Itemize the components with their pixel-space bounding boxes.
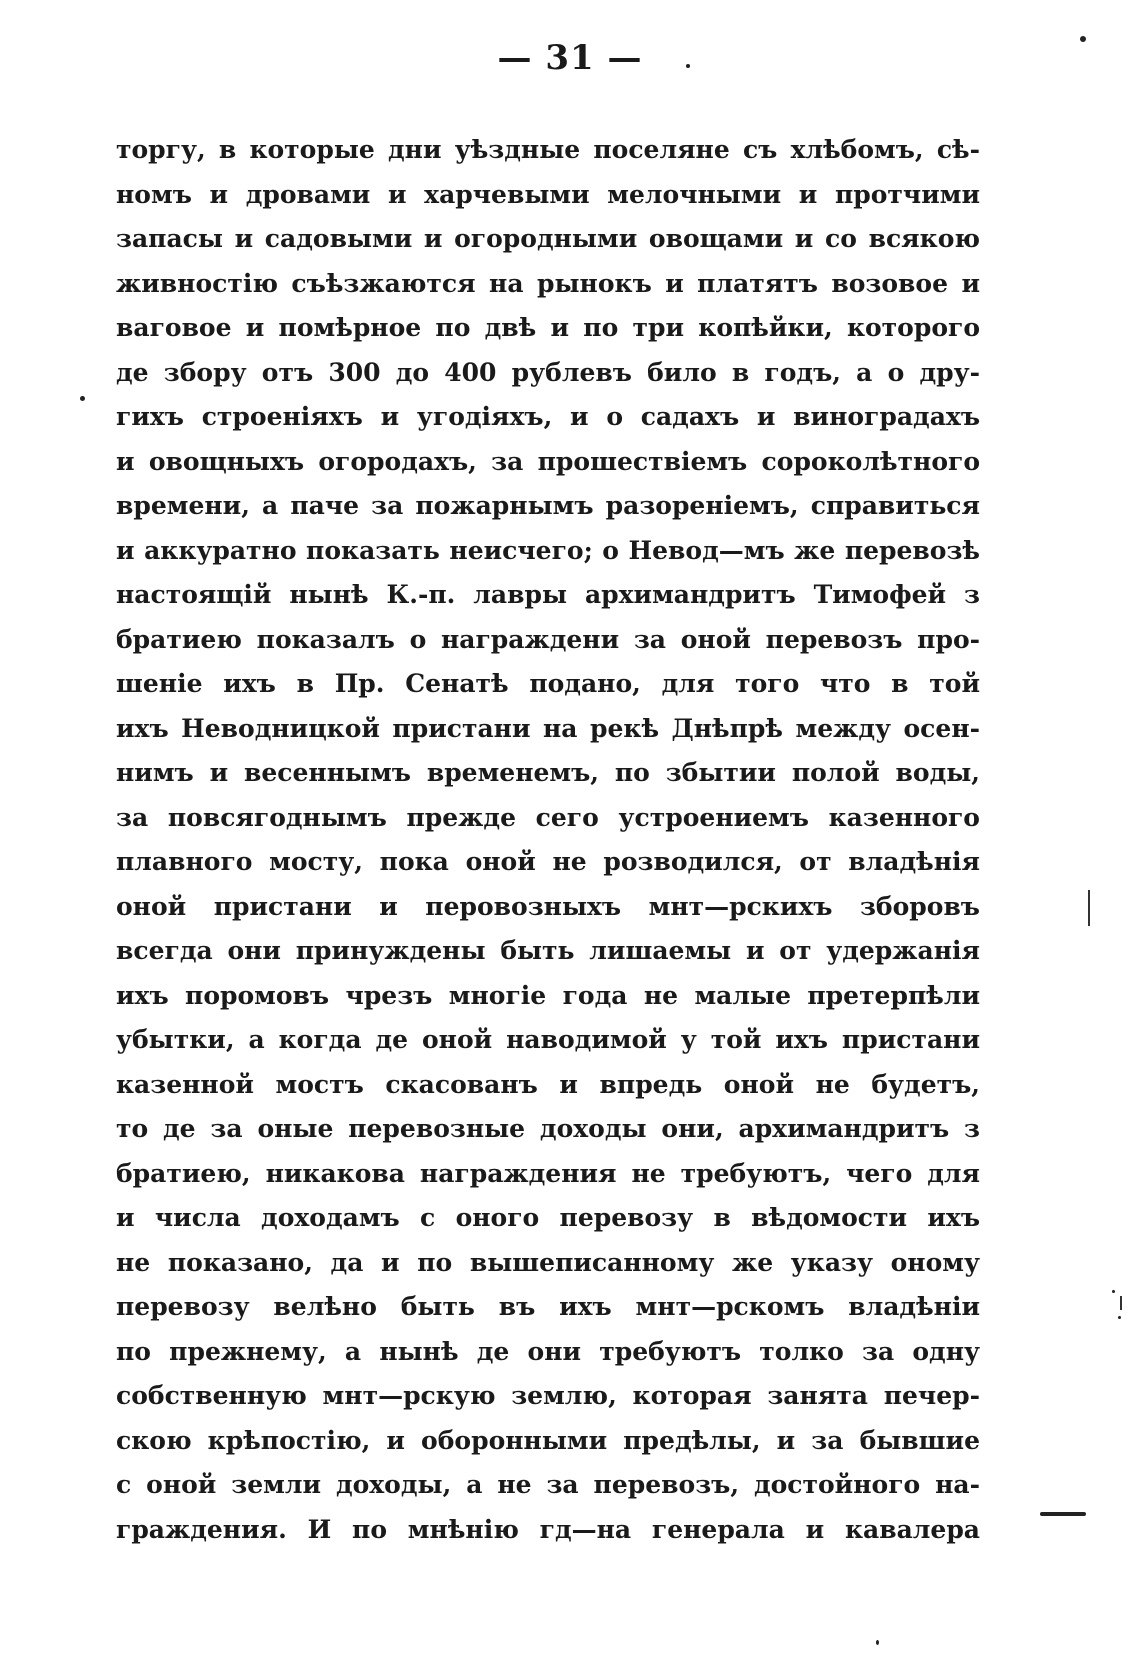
text-line: настоящій нынѣ К.-п. лавры архимандритъ Тимофей з: [116, 580, 980, 609]
scan-dash-mark: [1040, 1512, 1086, 1516]
text-line: времени, а паче за пожарнымъ разореніемъ, справиться: [116, 491, 980, 520]
text-line: собственную мнт—рскую землю, которая занята печер-: [116, 1381, 980, 1410]
text-line: торгу, в которые дни уѣздные поселяне съ хлѣбомъ, сѣ-: [116, 135, 980, 164]
text-line: ихъ Неводницкой пристани на рекѣ Днѣпрѣ между осен-: [116, 713, 980, 743]
scan-speck: [80, 396, 85, 401]
text-line: граждения. И по мнѣнію гд—на генерала и кавалера: [116, 1514, 980, 1544]
scan-speck: [876, 1640, 879, 1645]
text-line: скою крѣпостію, и оборонными предѣлы, и за бывшие: [116, 1425, 980, 1455]
text-line: казенной мостъ скасованъ и впредь оной не будетъ,: [116, 1069, 980, 1099]
text-line: и числа доходамъ с оного перевозу в вѣдомости ихъ: [116, 1203, 980, 1232]
scan-speck: [1112, 1290, 1115, 1293]
text-line: всегда они принуждены быть лишаемы и от удержанія: [116, 936, 980, 965]
text-line: живностію съѣзжаются на рынокъ и платятъ возовое и: [116, 268, 980, 298]
text-line: за повсягоднымъ прежде сего устроениемъ казенного: [116, 802, 980, 832]
scan-speck: [686, 64, 690, 68]
text-line: братиею показалъ о награждени за оной перевозъ про-: [116, 624, 980, 654]
text-line: с оной земли доходы, а не за перевозъ, достойного на-: [116, 1470, 980, 1499]
text-line: оной пристани и перовозныхъ мнт—рскихъ зборовъ: [116, 891, 980, 921]
scan-speck: [1080, 36, 1086, 42]
text-line: номъ и дровами и харчевыми мелочными и протчими: [116, 179, 980, 209]
text-line: братиею, никакова награждения не требуютъ, чего для: [116, 1158, 980, 1188]
text-line: по прежнему, а нынѣ де они требуютъ толко за одну: [116, 1336, 980, 1366]
text-line: не показано, да и по вышеписанному же указу оному: [116, 1247, 980, 1277]
scan-edge-line: [1088, 890, 1090, 926]
page-number: — 31 —: [497, 38, 643, 78]
text-line: де збору отъ 300 до 400 рублевъ било в годъ, а о дру-: [116, 357, 980, 387]
scan-speck: [1118, 1316, 1121, 1319]
text-line: перевозу велѣно быть въ ихъ мнт—рскомъ владѣніи: [116, 1292, 980, 1321]
text-line: ваговое и помѣрное по двѣ и по три копѣйки, которого: [116, 313, 980, 342]
text-line: шеніе ихъ в Пр. Сенатѣ подано, для того что в той: [116, 669, 980, 698]
scan-edge-line: [1120, 1296, 1122, 1310]
text-line: и овощныхъ огородахъ, за прошествіемъ сороколѣтного: [116, 446, 980, 476]
text-line: плавного мосту, пока оной не розводился, от владѣнія: [116, 847, 980, 876]
text-line: и аккуратно показать неисчего; о Невод—мъ же перевозѣ: [116, 535, 980, 565]
text-line: запасы и садовыми и огородными овощами и со всякою: [116, 224, 980, 253]
text-line: гихъ строеніяхъ и угодіяхъ, и о садахъ и виноградахъ: [116, 402, 980, 431]
text-body: [116, 128, 980, 1552]
text-line: ихъ пором​овъ чрезъ многіе года не малые претерпѣли: [116, 980, 980, 1010]
text-line: убытки, а когда де оной наводимой у той ихъ пристани: [116, 1025, 980, 1054]
text-line: то де за оные перевозные доходы они, архимандритъ з: [116, 1114, 980, 1143]
text-line: нимъ и весеннымъ временемъ, по збытии полой воды,: [116, 758, 980, 787]
